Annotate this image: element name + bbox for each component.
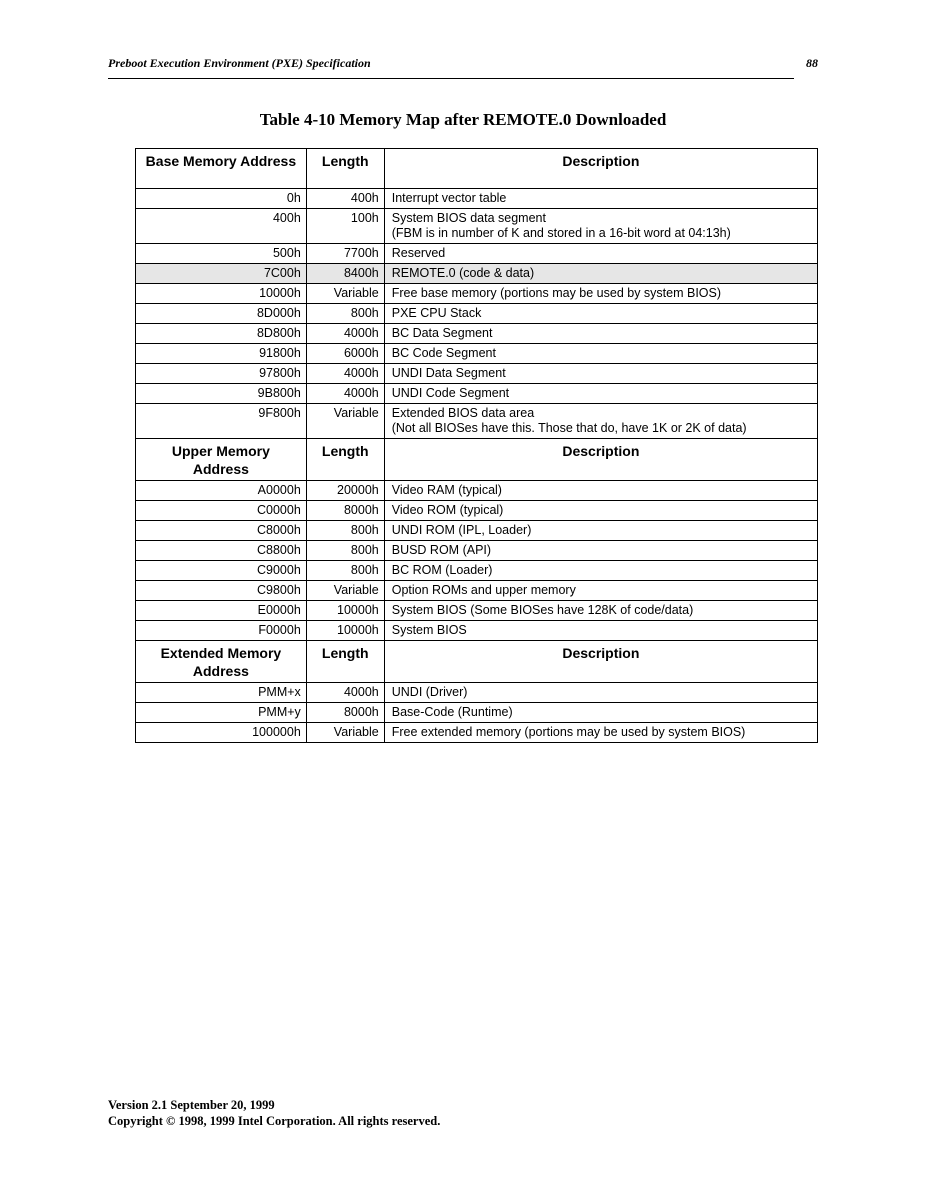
length-cell: 800h — [306, 521, 384, 541]
address-cell: 400h — [136, 209, 307, 244]
description-text: BC Data Segment — [391, 326, 493, 340]
length-cell: Variable — [306, 284, 384, 304]
description-text: Base-Code (Runtime) — [391, 705, 513, 719]
length-cell: 10000h — [306, 601, 384, 621]
table-row — [136, 404, 818, 439]
description-text: Free extended memory (portions may be used by system BIOS) — [391, 725, 746, 739]
length-cell: 400h — [306, 189, 384, 209]
description-text: Interrupt vector table — [391, 191, 507, 205]
section-header-row — [136, 641, 818, 683]
description-column-header: Description — [384, 439, 817, 481]
description-cell — [384, 209, 817, 244]
description-cell — [384, 244, 817, 264]
version-line: Version 2.1 September 20, 1999 — [108, 1098, 275, 1112]
table-row — [136, 209, 818, 244]
address-cell: C9000h — [136, 561, 307, 581]
address-cell: 100000h — [136, 723, 307, 743]
description-column-header: Description — [384, 149, 817, 189]
description-cell — [384, 189, 817, 209]
description-cell — [384, 344, 817, 364]
length-cell: 800h — [306, 561, 384, 581]
description-text: System BIOS data segment — [391, 211, 546, 225]
description-text: REMOTE.0 (code & data) — [391, 266, 535, 280]
description-text: UNDI Data Segment — [391, 366, 506, 380]
page-number: 88 — [806, 56, 818, 70]
description-text: Option ROMs and upper memory — [391, 583, 576, 597]
address-cell: C8800h — [136, 541, 307, 561]
address-cell: 9F800h — [136, 404, 307, 439]
description-note: (Not all BIOSes have this. Those that do, have 1K or 2K of data) — [391, 421, 747, 435]
description-cell — [384, 723, 817, 743]
description-text: System BIOS — [391, 623, 467, 637]
address-cell: 7C00h — [136, 264, 307, 284]
length-cell: 8400h — [306, 264, 384, 284]
description-cell — [384, 541, 817, 561]
table-row — [136, 364, 818, 384]
address-cell: F0000h — [136, 621, 307, 641]
table-row — [136, 703, 818, 723]
description-text: Video ROM (typical) — [391, 503, 504, 517]
address-cell: 10000h — [136, 284, 307, 304]
length-cell: Variable — [306, 581, 384, 601]
header-rule — [108, 78, 794, 79]
description-text: Reserved — [391, 246, 446, 260]
description-cell — [384, 404, 817, 439]
address-cell: PMM+x — [136, 683, 307, 703]
table-row — [136, 481, 818, 501]
description-cell — [384, 703, 817, 723]
length-cell: 4000h — [306, 683, 384, 703]
address-cell: 0h — [136, 189, 307, 209]
description-text: UNDI Code Segment — [391, 386, 510, 400]
address-cell: 9B800h — [136, 384, 307, 404]
description-text: PXE CPU Stack — [391, 306, 482, 320]
description-cell — [384, 384, 817, 404]
description-text: BC Code Segment — [391, 346, 496, 360]
description-text: BUSD ROM (API) — [391, 543, 492, 557]
description-text: System BIOS (Some BIOSes have 128K of code/data) — [391, 603, 694, 617]
length-cell: 4000h — [306, 324, 384, 344]
address-cell: C0000h — [136, 501, 307, 521]
address-cell: E0000h — [136, 601, 307, 621]
description-text: UNDI ROM (IPL, Loader) — [391, 523, 532, 537]
section-header-row — [136, 149, 818, 189]
table-row — [136, 581, 818, 601]
description-text: BC ROM (Loader) — [391, 563, 493, 577]
table-row — [136, 264, 818, 284]
memory-map-body — [136, 149, 818, 743]
description-cell — [384, 324, 817, 344]
description-cell — [384, 364, 817, 384]
table-row — [136, 561, 818, 581]
address-cell: C9800h — [136, 581, 307, 601]
description-column-header: Description — [384, 641, 817, 683]
address-cell: C8000h — [136, 521, 307, 541]
table-row — [136, 541, 818, 561]
description-text: UNDI (Driver) — [391, 685, 468, 699]
length-cell: 100h — [306, 209, 384, 244]
length-column-header: Length — [306, 439, 384, 481]
description-cell — [384, 561, 817, 581]
length-cell: Variable — [306, 723, 384, 743]
address-cell: 91800h — [136, 344, 307, 364]
length-cell: 6000h — [306, 344, 384, 364]
length-column-header: Length — [306, 641, 384, 683]
description-cell — [384, 304, 817, 324]
document-title: Preboot Execution Environment (PXE) Specification — [108, 56, 371, 70]
table-row — [136, 601, 818, 621]
table-row — [136, 189, 818, 209]
table-row — [136, 304, 818, 324]
length-cell: Variable — [306, 404, 384, 439]
length-cell: 800h — [306, 304, 384, 324]
description-cell — [384, 601, 817, 621]
address-cell: 8D000h — [136, 304, 307, 324]
address-column-header: Extended Memory Address — [136, 641, 307, 683]
table-row — [136, 344, 818, 364]
table-row — [136, 384, 818, 404]
description-cell — [384, 581, 817, 601]
length-cell: 7700h — [306, 244, 384, 264]
description-note: (FBM is in number of K and stored in a 16-bit word at 04:13h) — [391, 226, 731, 240]
description-text: Free base memory (portions may be used by system BIOS) — [391, 286, 722, 300]
copyright-line: Copyright © 1998, 1999 Intel Corporation. All rights reserved. — [108, 1114, 441, 1128]
memory-map-table — [135, 148, 818, 743]
length-cell: 8000h — [306, 501, 384, 521]
table-row — [136, 723, 818, 743]
table-row — [136, 324, 818, 344]
page-header — [108, 54, 818, 74]
address-column-header: Upper Memory Address — [136, 439, 307, 481]
table-row — [136, 621, 818, 641]
address-cell: 500h — [136, 244, 307, 264]
description-cell — [384, 521, 817, 541]
description-cell — [384, 284, 817, 304]
description-cell — [384, 501, 817, 521]
description-cell — [384, 264, 817, 284]
table-row — [136, 244, 818, 264]
table-row — [136, 683, 818, 703]
length-cell: 10000h — [306, 621, 384, 641]
table-row — [136, 521, 818, 541]
table-row — [136, 501, 818, 521]
description-cell — [384, 683, 817, 703]
address-cell: 8D800h — [136, 324, 307, 344]
length-cell: 800h — [306, 541, 384, 561]
page-footer — [108, 1097, 440, 1129]
description-text: Video RAM (typical) — [391, 483, 502, 497]
description-cell — [384, 481, 817, 501]
length-cell: 20000h — [306, 481, 384, 501]
address-cell: A0000h — [136, 481, 307, 501]
length-cell: 4000h — [306, 384, 384, 404]
address-column-header: Base Memory Address — [136, 149, 307, 189]
description-text: Extended BIOS data area — [391, 406, 535, 420]
length-cell: 4000h — [306, 364, 384, 384]
length-column-header: Length — [306, 149, 384, 189]
section-header-row — [136, 439, 818, 481]
description-cell — [384, 621, 817, 641]
address-cell: 97800h — [136, 364, 307, 384]
length-cell: 8000h — [306, 703, 384, 723]
table-caption: Table 4-10 Memory Map after REMOTE.0 Downloaded — [259, 110, 667, 129]
table-row — [136, 284, 818, 304]
address-cell: PMM+y — [136, 703, 307, 723]
